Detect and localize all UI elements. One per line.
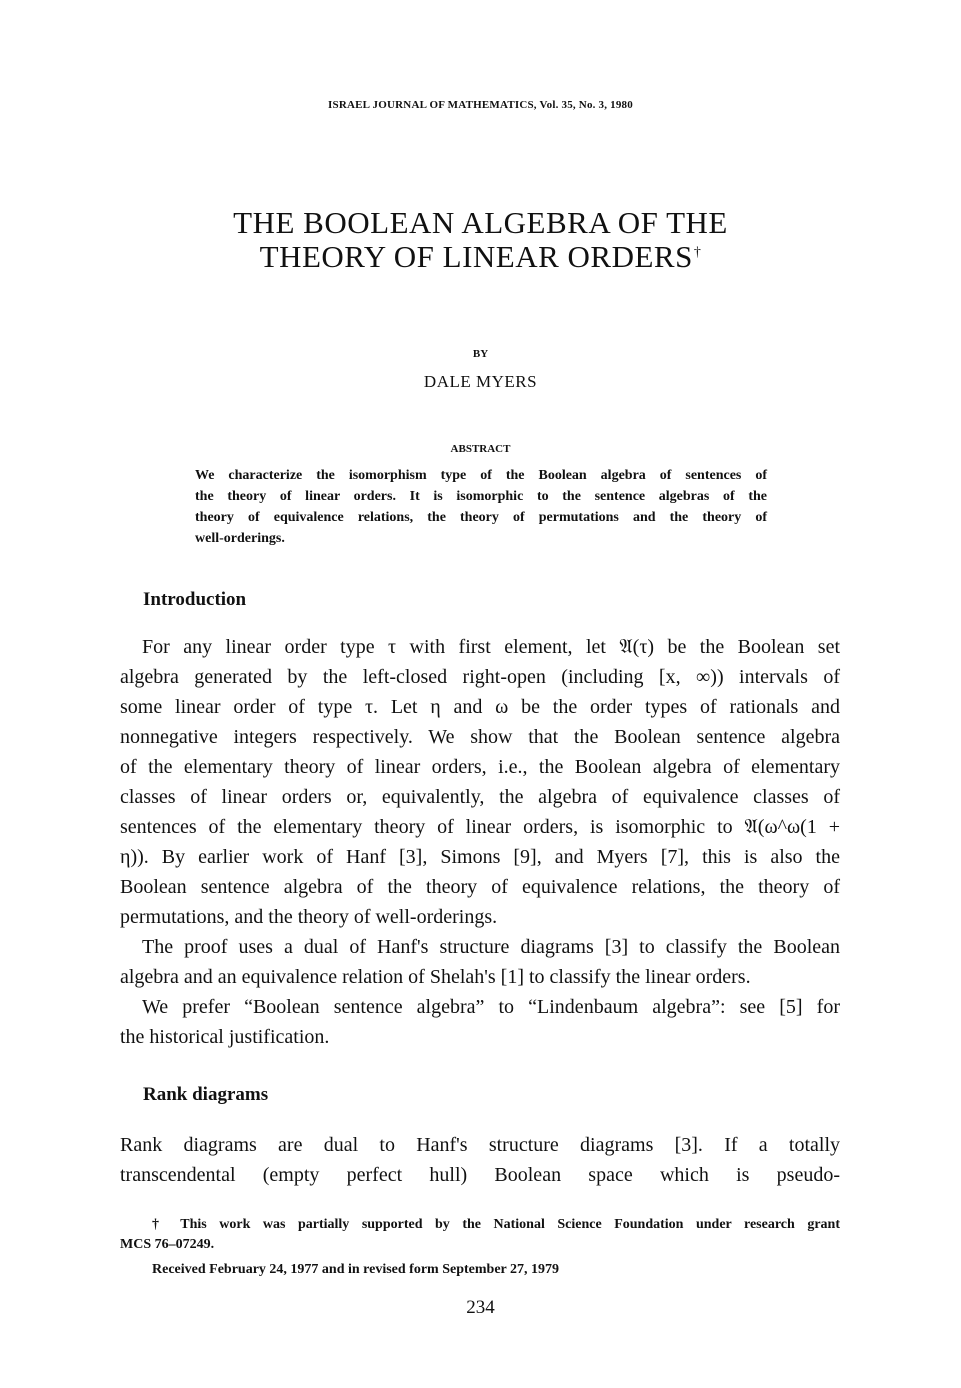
- text-line: sentences of the elementary theory of linear orders, is isomorphic to 𝔄(ω^ω(1 +: [120, 816, 840, 838]
- title-footnote-mark: †: [693, 245, 702, 260]
- text-line: algebra and an equivalence relation of Shelah's [1] to classify the linear orders.: [120, 966, 751, 988]
- abstract-line: We characterize the isomorphism type of the Boolean algebra of sentences of: [195, 468, 767, 483]
- rank-diagrams-body: [120, 1130, 840, 1190]
- text-line: The proof uses a dual of Hanf's structure diagrams [3] to classify the Boolean: [142, 936, 840, 958]
- title-line-1: THE BOOLEAN ALGEBRA OF THE: [233, 205, 728, 240]
- text-line: of the elementary theory of linear orders, i.e., the Boolean algebra of elementary: [120, 756, 840, 778]
- introduction-body: [120, 632, 840, 1052]
- text-line: Rank diagrams are dual to Hanf's structure diagrams [3]. If a totally: [120, 1134, 840, 1156]
- text-line: η)). By earlier work of Hanf [3], Simons [9], and Myers [7], this is also the: [120, 846, 840, 868]
- text-line: nonnegative integers respectively. We show that the Boolean sentence algebra: [120, 726, 840, 748]
- page-number: 234: [466, 1297, 495, 1318]
- by-label: BY: [472, 348, 489, 360]
- title-line-2-text: THEORY OF LINEAR ORDERS: [259, 239, 693, 274]
- text-line: Boolean sentence algebra of the theory of equivalence relations, the theory of: [120, 876, 840, 898]
- title-line-2: [0, 240, 961, 274]
- abstract-line: well-orderings.: [195, 531, 285, 546]
- received-dates: Received February 24, 1977 and in revised form September 27, 1979: [152, 1262, 559, 1277]
- text-line: transcendental (empty perfect hull) Boolean space which is pseudo-: [120, 1164, 840, 1186]
- text-line: algebra generated by the left-closed right-open (including [x, ∞)) intervals of: [120, 666, 840, 688]
- paper-title: [0, 206, 961, 274]
- abstract-line: theory of equivalence relations, the theory of permutations and the theory of: [195, 510, 767, 525]
- footnote-line: MCS 76–07249.: [120, 1237, 215, 1252]
- section-heading-introduction: Introduction: [143, 589, 247, 610]
- text-line: some linear order of type τ. Let η and ω be the order types of rationals and: [120, 696, 840, 718]
- abstract-heading: ABSTRACT: [450, 443, 511, 455]
- text-line: classes of linear orders or, equivalently, the algebra of equivalence classes of: [120, 786, 840, 808]
- footnote-line: † This work was partially supported by the National Science Foundation under research grant: [152, 1217, 840, 1232]
- abstract-line: the theory of linear orders. It is isomorphic to the sentence algebras of the: [195, 489, 767, 504]
- abstract-body: [195, 465, 767, 549]
- text-line: the historical justification.: [120, 1026, 330, 1048]
- author-name: DALE MYERS: [423, 372, 538, 391]
- text-line: For any linear order type τ with first element, let 𝔄(τ) be the Boolean set: [142, 636, 840, 658]
- journal-header: ISRAEL JOURNAL OF MATHEMATICS, Vol. 35, No. 3, 1980: [328, 99, 633, 111]
- section-heading-rank-diagrams: Rank diagrams: [143, 1084, 269, 1105]
- footnote: [120, 1215, 840, 1255]
- text-line: permutations, and the theory of well-orderings.: [120, 906, 498, 928]
- text-line: We prefer “Boolean sentence algebra” to “Lindenbaum algebra”: see [5] for: [142, 996, 840, 1018]
